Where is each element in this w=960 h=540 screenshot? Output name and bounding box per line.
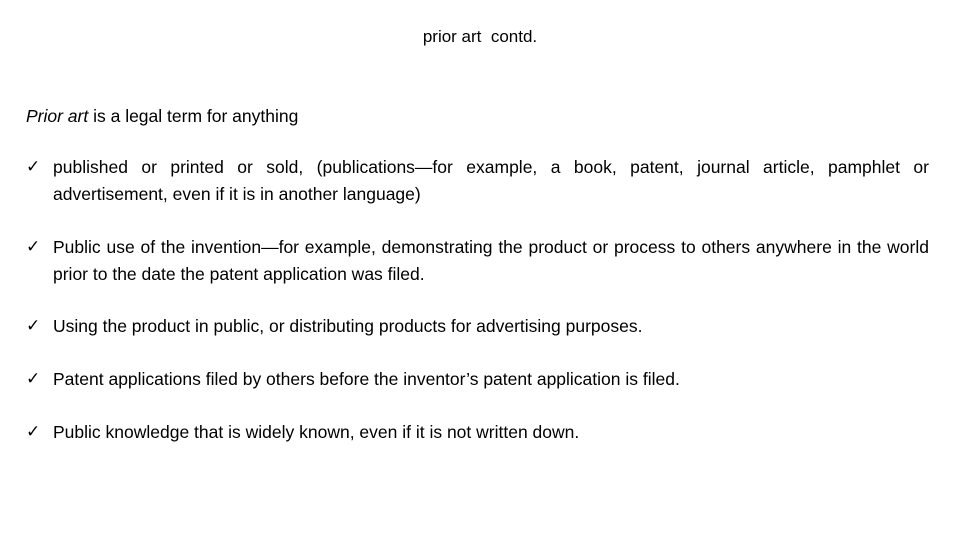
check-mark-icon: ✓ (26, 237, 41, 257)
intro-line (26, 104, 298, 128)
slide-title: prior art contd. (422, 27, 538, 46)
bullet-item (26, 154, 929, 208)
intro-rest: is a legal term for anything (88, 106, 299, 126)
check-mark-icon: ✓ (26, 369, 41, 389)
bullet-item (26, 419, 929, 446)
check-mark-icon: ✓ (26, 316, 41, 336)
bullet-text: Public knowledge that is widely known, even if it is not written down. (53, 422, 580, 442)
check-mark-icon: ✓ (26, 157, 41, 177)
prior-art-term: Prior art (26, 106, 89, 126)
bullet-text: Using the product in public, or distributing products for advertising purposes. (53, 316, 643, 336)
bullet-item (26, 366, 929, 393)
bullet-text: published or printed or sold, (publications—for example, a book, patent, journal article, pamphlet or advertisement, even if it is in another language) (53, 157, 929, 204)
bullet-text: Patent applications filed by others before the inventor’s patent application is filed. (53, 369, 680, 389)
bullet-text: Public use of the invention—for example, demonstrating the product or process to others anywhere in the world prior to the date the patent application was filed. (53, 237, 929, 284)
bullet-item (26, 313, 929, 340)
bullet-item (26, 234, 929, 288)
check-mark-icon: ✓ (26, 422, 41, 442)
